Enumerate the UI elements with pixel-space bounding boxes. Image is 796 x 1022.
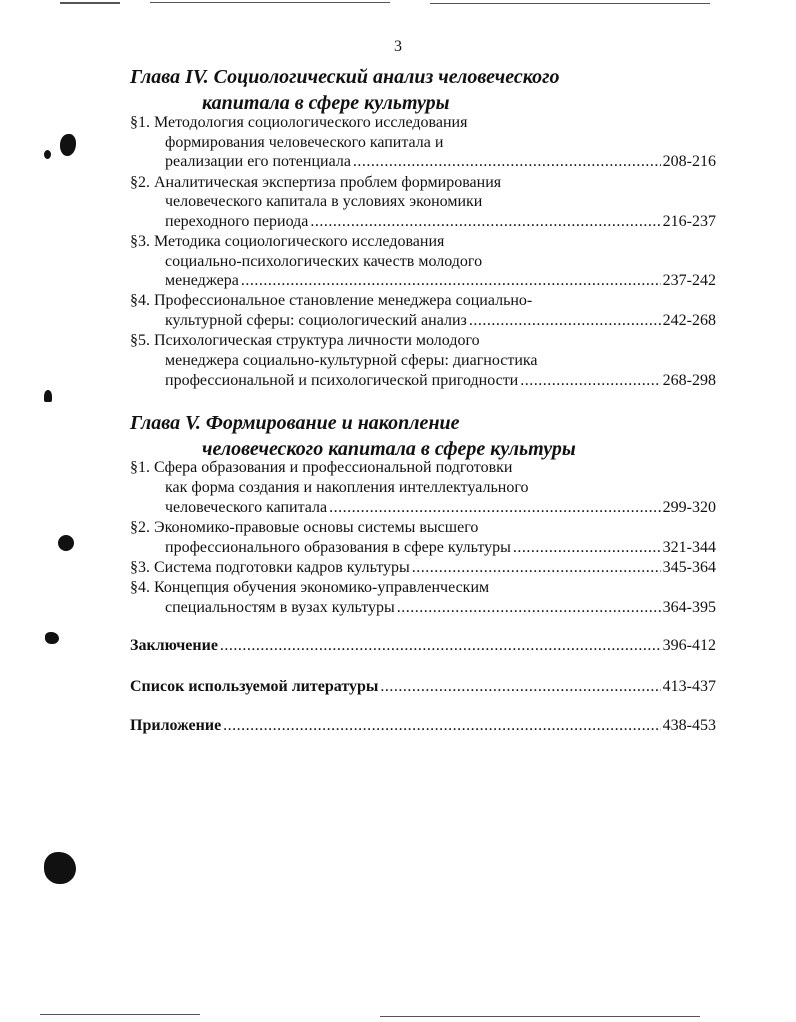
scan-artifact-bottom (40, 1014, 200, 1015)
toc-entry[interactable] (0, 598, 716, 618)
scan-artifact-top (150, 2, 390, 3)
toc-entry-text: специальностям в вузах культуры (165, 599, 395, 616)
toc-page-range: 345-364 (662, 559, 716, 576)
ink-blot (44, 390, 52, 402)
toc-entry[interactable] (0, 152, 716, 172)
scan-artifact-bottom (380, 1016, 700, 1017)
toc-line: §3. Методика социологического исследования (130, 233, 445, 250)
toc-entry-text: Заключение (130, 637, 218, 654)
toc-page-range: 321-344 (662, 539, 716, 556)
chapter-5-title-line2: человеческого капитала в сфере культуры (202, 438, 576, 460)
leader-dots (520, 371, 660, 391)
scan-artifact-top (60, 2, 120, 4)
scan-artifact-top (430, 3, 710, 4)
leader-dots (513, 538, 661, 558)
toc-entry-text: переходного периода (165, 213, 309, 230)
toc-line: §2. Экономико-правовые основы системы высшего (130, 519, 479, 536)
toc-page-range: 208-216 (662, 153, 716, 170)
toc-entry-text: реализации его потенциала (165, 153, 351, 170)
toc-line: менеджера социально-культурной сферы: диагностика (165, 352, 538, 369)
toc-line: как форма создания и накопления интеллектуального (165, 479, 529, 496)
toc-entry-text: профессионального образования в сфере культуры (165, 539, 511, 556)
toc-line: §5. Психологическая структура личности молодого (130, 332, 480, 349)
toc-page-range: 268-298 (662, 372, 716, 389)
toc-line: §2. Аналитическая экспертиза проблем формирования (130, 174, 502, 191)
toc-entry-text: человеческого капитала (165, 499, 328, 516)
toc-entry-text: §3. Система подготовки кадров культуры (130, 559, 410, 576)
toc-entry[interactable] (0, 498, 716, 518)
toc-entry[interactable] (0, 558, 716, 578)
toc-line: §4. Концепция обучения экономико-управленческим (130, 579, 490, 596)
chapter-4-title-line1: Глава IV. Социологический анализ человеческого (130, 66, 560, 88)
leader-dots (223, 716, 661, 736)
toc-line: человеческого капитала в условиях экономики (165, 193, 483, 210)
toc-page-range: 237-242 (662, 272, 716, 289)
leader-dots (310, 212, 660, 232)
chapter-5-heading (130, 410, 576, 462)
leader-dots (220, 636, 661, 656)
toc-entry-text: менеджера (165, 272, 239, 289)
toc-entry-text: культурной сферы: социологический анализ (165, 312, 467, 329)
toc-line: социально-психологических качеств молодого (165, 253, 483, 270)
toc-line: §4. Профессиональное становление менеджера социально- (130, 292, 533, 309)
toc-entry-bibliography[interactable] (0, 677, 716, 697)
leader-dots (380, 677, 660, 697)
leader-dots (353, 152, 661, 172)
toc-page-range: 438-453 (662, 717, 716, 734)
chapter-5-title-line1: Глава V. Формирование и накопление (130, 412, 460, 434)
toc-line: §1. Методология социологического исследования (130, 114, 468, 131)
toc-line: §1. Сфера образования и профессиональной подготовки (130, 459, 513, 476)
toc-entry[interactable] (0, 271, 716, 291)
ink-blot (44, 852, 76, 884)
chapter-4-heading (130, 64, 559, 116)
toc-entry[interactable] (0, 311, 716, 331)
leader-dots (469, 311, 661, 331)
toc-page-range: 242-268 (662, 312, 716, 329)
toc-entry-text: Приложение (130, 717, 222, 734)
toc-page-range: 216-237 (662, 213, 716, 230)
toc-entry-appendix[interactable] (0, 716, 716, 736)
leader-dots (241, 271, 661, 291)
toc-entry[interactable] (0, 371, 716, 391)
toc-line: формирования человеческого капитала и (165, 134, 444, 151)
toc-entry[interactable] (0, 538, 716, 558)
leader-dots (397, 598, 661, 618)
toc-entry[interactable] (0, 212, 716, 232)
chapter-4-title-line2: капитала в сфере культуры (202, 92, 450, 114)
leader-dots (412, 558, 661, 578)
toc-page-range: 396-412 (662, 637, 716, 654)
toc-page-range: 413-437 (662, 678, 716, 695)
toc-page-range: 364-395 (662, 599, 716, 616)
toc-entry-text: профессиональной и психологической пригодности (165, 372, 519, 389)
toc-page-range: 299-320 (662, 499, 716, 516)
page-number: 3 (394, 38, 402, 55)
toc-entry-text: Список используемой литературы (130, 678, 379, 695)
toc-entry-conclusion[interactable] (0, 636, 716, 656)
leader-dots (329, 498, 661, 518)
